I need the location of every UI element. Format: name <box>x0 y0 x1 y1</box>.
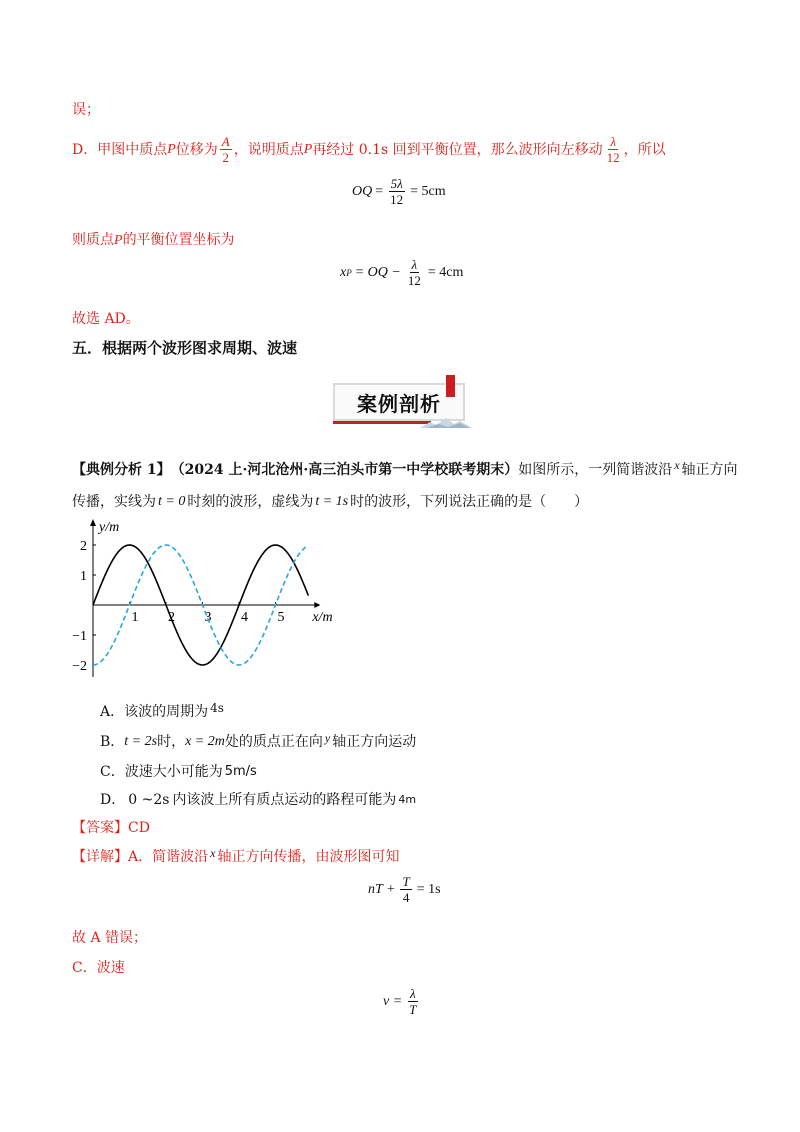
option-b-x: x = 2m <box>185 734 225 749</box>
frac-den: 12 <box>606 150 620 165</box>
d-frac-lambda12 <box>605 134 622 165</box>
badge-mountain-icon <box>420 416 472 428</box>
detail-a: A．简谐波沿 <box>128 849 209 865</box>
option-b-a: 时， <box>157 734 186 750</box>
eq1-frac <box>388 176 405 207</box>
detail-x: x <box>210 846 216 860</box>
option-value: 5m/s <box>224 764 257 779</box>
example-x: x <box>674 458 680 472</box>
option-b <box>100 732 416 752</box>
option-b-c: 轴正方向运动 <box>332 734 417 750</box>
frac-den: 4 <box>402 890 410 905</box>
eq4-frac <box>407 986 418 1017</box>
example-t1: t = 1s <box>315 494 349 509</box>
option-value: 4m <box>398 793 417 806</box>
option-a <box>100 702 224 722</box>
d-mid2: ，说明质点 <box>233 141 304 158</box>
eq2-lhs: x <box>340 264 347 280</box>
x-tick-label: 4 <box>241 610 248 625</box>
frac-den: 12 <box>407 273 421 288</box>
frac-num: T <box>402 874 410 889</box>
d-frac-a2 <box>220 134 232 165</box>
p2-tail: 的平衡位置坐标为 <box>122 232 235 248</box>
paragraph-a-wrong: 故 A 错误； <box>72 930 148 946</box>
x-tick-label: 2 <box>168 610 175 625</box>
d-mid1: 位移为 <box>175 141 218 158</box>
option-d-range: 0 ~2s <box>128 792 170 808</box>
equation-velocity <box>383 986 420 1017</box>
y-tick-label: −2 <box>72 659 87 674</box>
frac-den: T <box>409 1002 417 1017</box>
option-letter: B． <box>100 734 125 750</box>
equation-oq <box>352 176 446 207</box>
y-tick-label: −1 <box>72 629 87 644</box>
eq2-frac <box>406 257 423 288</box>
y-axis-label: y/m <box>99 520 120 535</box>
detail-b: 轴正方向传播，由波形图可知 <box>217 849 400 865</box>
badge-red-tab <box>446 375 455 397</box>
frac-num: λ <box>411 257 418 272</box>
d-tail: ，所以 <box>623 141 666 158</box>
d-p2: P <box>303 141 313 157</box>
p2-lead: 则质点 <box>72 232 114 248</box>
eq1-lhs: OQ <box>352 183 373 199</box>
eq3-frac <box>400 874 411 905</box>
d-lead: D．甲图中质点 <box>72 141 168 158</box>
eq2-rhs: = 4cm <box>427 264 464 280</box>
frac-num: A <box>221 134 230 149</box>
example-line-1 <box>72 460 738 480</box>
paragraph-wave-speed: C．波速 <box>72 960 125 976</box>
equation-period <box>368 874 441 905</box>
option-d <box>100 790 416 810</box>
detail-line <box>72 847 399 867</box>
paragraph-p-position <box>72 230 235 251</box>
example-text-a: 如图所示，一列简谐波沿 <box>518 462 673 478</box>
x-tick-label: 1 <box>131 610 139 625</box>
option-b-b: 处的质点正在向 <box>224 734 323 750</box>
option-letter: D． <box>100 792 126 808</box>
eq3-rhs: = 1s <box>416 881 441 897</box>
option-c <box>100 762 257 782</box>
detail-label: 【详解】 <box>72 849 128 865</box>
x-axis-label: x/m <box>312 610 333 625</box>
frac-num: 5λ <box>390 176 403 191</box>
answer-value: CD <box>128 820 150 836</box>
eq2-mid: = OQ − <box>354 264 401 280</box>
example-label: 【典例分析 1】 <box>72 462 171 478</box>
x-tick-label: 5 <box>277 610 285 625</box>
eq1-rhs: = 5cm <box>410 183 446 199</box>
section-heading: 五．根据两个波形图求周期、波速 <box>72 339 298 357</box>
x-tick-label: 3 <box>204 610 212 625</box>
frac-num: λ <box>610 134 616 149</box>
badge-underline <box>333 421 431 424</box>
badge-text: 案例剖析 <box>357 391 441 416</box>
d-p1: P <box>167 141 176 157</box>
answer-line <box>72 818 150 838</box>
example-source: （2024 上·河北沧州·高三泊头市第一中学校联考期末） <box>170 462 519 478</box>
option-letter: C． <box>100 764 125 780</box>
eq2-sub: P <box>346 267 352 278</box>
p2-p: P <box>114 233 123 248</box>
option-letter: A． <box>100 704 125 720</box>
option-text: 内该波上所有质点运动的路程可能为 <box>172 792 397 808</box>
answer-label: 【答案】 <box>72 820 128 836</box>
option-text: 波速大小可能为 <box>124 764 223 780</box>
x-axis-arrow <box>314 602 320 608</box>
example-text-b: 轴正方向 <box>681 462 738 478</box>
d-option-line <box>72 134 666 165</box>
wave-chart <box>60 515 333 685</box>
example-text-d: 时刻的波形，虚线为 <box>187 494 314 510</box>
paragraph-select-ad: 故选 AD。 <box>72 311 140 327</box>
y-tick-label: 2 <box>80 539 87 554</box>
example-line-2 <box>72 492 588 512</box>
eq4-lhs: v = <box>383 993 403 1009</box>
option-b-y: y <box>324 731 331 745</box>
example-text-e: 时的波形，下列说法正确的是（ ） <box>350 494 589 510</box>
frac-den: 12 <box>390 192 404 207</box>
example-text-c: 传播，实线为 <box>72 494 156 510</box>
option-b-t: t = 2s <box>124 734 158 749</box>
paragraph-continued: 误； <box>72 102 100 118</box>
y-axis-arrow <box>90 519 96 526</box>
eq1-eq: = <box>375 183 384 199</box>
option-text: 该波的周期为 <box>124 704 209 720</box>
d-mid3: 再经过 0.1s 回到平衡位置，那么波形向左移动 <box>312 141 603 158</box>
eq3-lhs: nT + <box>368 881 396 897</box>
frac-num: λ <box>409 986 416 1001</box>
frac-den: 2 <box>222 150 230 165</box>
option-value: 4s <box>210 701 224 715</box>
y-tick-label: 1 <box>80 569 87 584</box>
example-t0: t = 0 <box>158 494 186 509</box>
equation-xp <box>340 257 463 288</box>
